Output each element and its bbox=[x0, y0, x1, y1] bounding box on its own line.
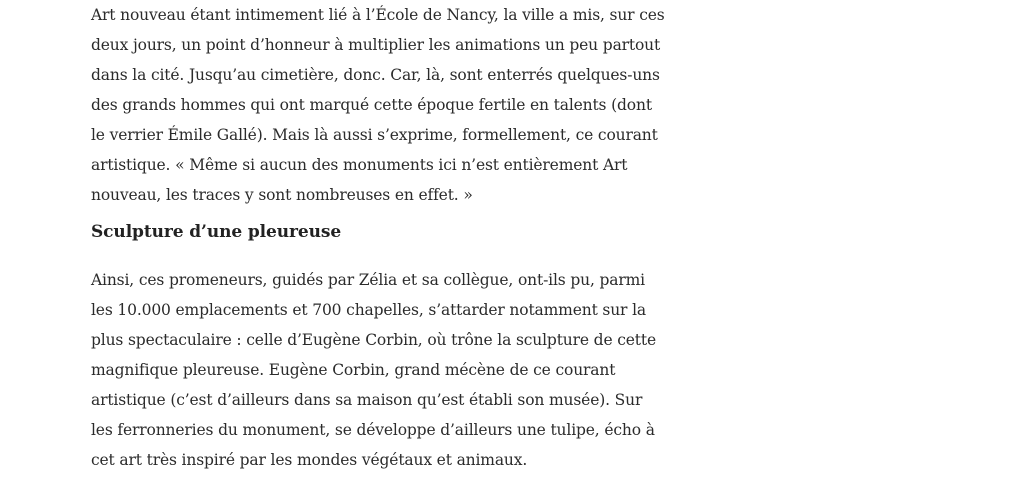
paragraph-line: plus spectaculaire : celle d’Eugène Corbin, où trône la sculpture de cette bbox=[91, 331, 656, 349]
paragraph-line: les 10.000 emplacements et 700 chapelles, s’attarder notamment sur la bbox=[91, 301, 646, 319]
paragraph-line: nouveau, les traces y sont nombreuses en effet. » bbox=[91, 186, 473, 204]
paragraph-line: artistique (c’est d’ailleurs dans sa maison qu’est établi son musée). Sur bbox=[91, 391, 643, 409]
paragraph-line: deux jours, un point d’honneur à multiplier les animations un peu partout bbox=[91, 36, 661, 54]
article-paragraph bbox=[91, 0, 691, 210]
article-body bbox=[91, 0, 691, 475]
paragraph-line: des grands hommes qui ont marqué cette époque fertile en talents (dont bbox=[91, 96, 652, 114]
paragraph-line: le verrier Émile Gallé). Mais là aussi s’exprime, formellement, ce courant bbox=[91, 126, 658, 144]
paragraph-line: Art nouveau étant intimement lié à l’École de Nancy, la ville a mis, sur ces bbox=[91, 6, 665, 24]
paragraph-line: cet art très inspiré par les mondes végétaux et animaux. bbox=[91, 451, 528, 469]
paragraph-line: magnifique pleureuse. Eugène Corbin, grand mécène de ce courant bbox=[91, 361, 616, 379]
article-paragraph bbox=[91, 265, 691, 475]
paragraph-line: artistique. « Même si aucun des monuments ici n’est entièrement Art bbox=[91, 156, 628, 174]
paragraph-line: Ainsi, ces promeneurs, guidés par Zélia et sa collègue, ont-ils pu, parmi bbox=[91, 271, 645, 289]
paragraph-line: dans la cité. Jusqu’au cimetière, donc. Car, là, sont enterrés quelques-uns bbox=[91, 66, 660, 84]
section-subheading: Sculpture d’une pleureuse bbox=[91, 222, 342, 242]
paragraph-line: les ferronneries du monument, se développe d’ailleurs une tulipe, écho à bbox=[91, 421, 655, 439]
